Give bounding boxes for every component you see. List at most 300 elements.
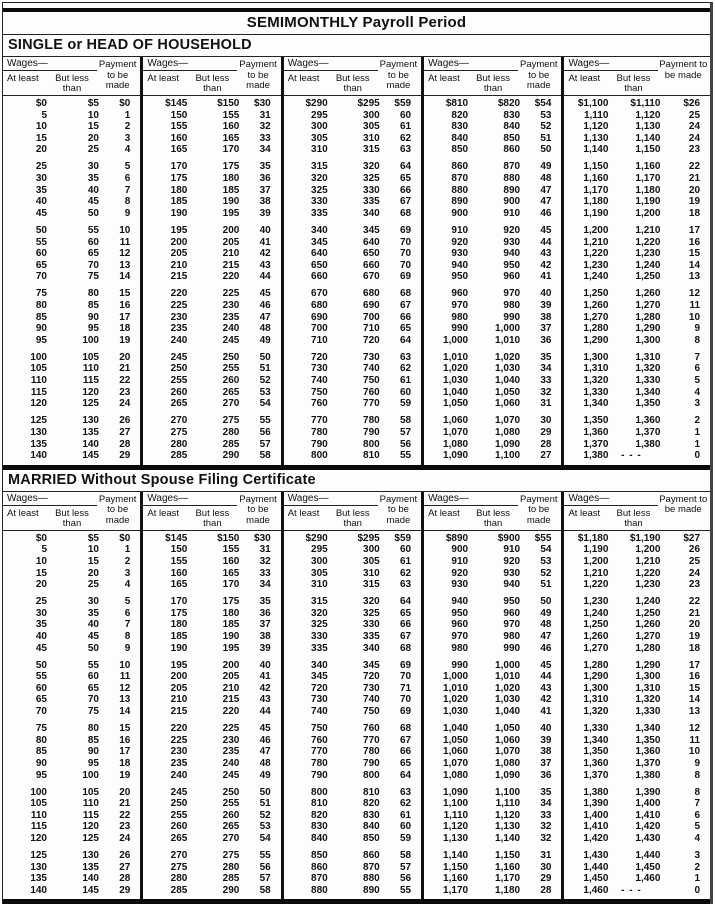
table-row bbox=[143, 196, 280, 208]
payment-cell: 64 bbox=[399, 596, 412, 608]
table-row bbox=[564, 271, 710, 283]
wage-sublabels bbox=[143, 506, 237, 529]
table-row bbox=[424, 556, 561, 568]
but-less-than-cell: 930 bbox=[503, 567, 521, 579]
payment-cell: 14 bbox=[688, 259, 701, 271]
table-row bbox=[3, 579, 140, 591]
but-less-than-cell: 255 bbox=[222, 363, 240, 375]
at-least-cell: 1,100 bbox=[443, 798, 469, 810]
at-least-cell: 700 bbox=[311, 323, 328, 335]
at-least-cell: 250 bbox=[170, 798, 188, 810]
table-row bbox=[424, 237, 561, 249]
but-less-than-cell: 1,010 bbox=[495, 671, 521, 683]
at-least-cell: 30 bbox=[35, 607, 47, 619]
table-row bbox=[284, 300, 421, 312]
at-least-header: At least bbox=[7, 507, 39, 519]
payment-cell: $54 bbox=[534, 98, 552, 109]
table-row bbox=[3, 237, 140, 249]
row-block bbox=[564, 850, 710, 896]
payment-cell: 45 bbox=[540, 659, 552, 671]
but-less-than-header: But less than bbox=[476, 73, 510, 94]
payment-cell: 47 bbox=[540, 630, 552, 642]
but-less-than-cell: 1,030 bbox=[495, 363, 521, 375]
at-least-cell: 1,320 bbox=[583, 706, 609, 718]
at-least-cell: 100 bbox=[30, 786, 47, 798]
payment-cell: 54 bbox=[259, 832, 271, 844]
table-row bbox=[143, 387, 280, 399]
at-least-cell: 860 bbox=[451, 161, 469, 173]
payment-cell: 67 bbox=[399, 630, 412, 642]
table-row bbox=[564, 850, 710, 862]
payment-cell: 40 bbox=[259, 224, 271, 236]
at-least-cell: 1,270 bbox=[583, 642, 609, 654]
payment-cell: 57 bbox=[259, 438, 271, 450]
payment-cell: 68 bbox=[399, 642, 412, 654]
at-least-cell: 345 bbox=[311, 671, 328, 683]
at-least-cell: 940 bbox=[451, 259, 469, 271]
at-least-cell: 280 bbox=[170, 873, 188, 885]
payment-cell: 32 bbox=[540, 821, 552, 833]
table-row bbox=[3, 196, 140, 208]
table-row bbox=[564, 248, 710, 260]
table-row bbox=[284, 723, 421, 735]
table-row bbox=[284, 415, 421, 427]
table-row bbox=[284, 398, 421, 410]
at-least-cell: 140 bbox=[30, 450, 47, 462]
payment-cell: $27 bbox=[683, 532, 701, 544]
payment-cell: 53 bbox=[540, 109, 552, 121]
payment-cell: 20 bbox=[688, 184, 701, 196]
but-less-than-cell: 970 bbox=[503, 619, 521, 631]
table-row bbox=[143, 660, 280, 672]
group-header bbox=[143, 492, 280, 531]
wages-header bbox=[3, 492, 97, 530]
table-row bbox=[424, 885, 561, 897]
at-least-cell: 1,460 bbox=[583, 884, 609, 896]
at-least-cell: 1,420 bbox=[583, 832, 609, 844]
at-least-cell: 95 bbox=[35, 334, 47, 346]
table-row bbox=[284, 196, 421, 208]
payment-cell: 62 bbox=[399, 363, 412, 375]
but-less-than-cell: 1,270 bbox=[635, 300, 661, 311]
at-least-cell: 1,120 bbox=[583, 121, 609, 133]
at-least-cell: 40 bbox=[35, 196, 47, 208]
at-least-cell: 1,070 bbox=[443, 426, 469, 438]
but-less-than-cell: $900 bbox=[497, 532, 521, 544]
payment-cell: 67 bbox=[399, 196, 412, 208]
table-row bbox=[424, 798, 561, 810]
but-less-than-cell: 940 bbox=[503, 248, 521, 260]
at-least-cell: 1,000 bbox=[443, 671, 469, 683]
but-less-than-cell: 1,130 bbox=[495, 821, 521, 833]
row-block bbox=[3, 596, 140, 654]
payment-cell: 9 bbox=[694, 323, 701, 335]
but-less-than-cell: 250 bbox=[222, 786, 240, 798]
but-less-than-cell: 1,360 bbox=[635, 746, 661, 758]
at-least-cell: 195 bbox=[170, 659, 188, 671]
table-row bbox=[3, 439, 140, 451]
at-least-cell: 1,260 bbox=[583, 630, 609, 642]
at-least-cell: 1,290 bbox=[583, 671, 609, 683]
row-block bbox=[143, 415, 280, 461]
table-row bbox=[3, 161, 140, 173]
payment-cell: 8 bbox=[124, 196, 131, 208]
payment-cell: 34 bbox=[540, 798, 552, 810]
but-less-than-cell: 120 bbox=[82, 821, 99, 833]
but-less-than-cell: 750 bbox=[363, 706, 380, 718]
at-least-cell: 1,370 bbox=[583, 438, 609, 450]
at-least-header: At least bbox=[287, 73, 320, 84]
column-group bbox=[284, 57, 424, 465]
table-row bbox=[143, 758, 280, 770]
row-block bbox=[424, 288, 561, 346]
payment-cell: 22 bbox=[688, 161, 701, 173]
wages-label: Wages— bbox=[3, 492, 97, 506]
at-least-cell: 1,190 bbox=[583, 207, 609, 219]
at-least-cell: 710 bbox=[311, 334, 328, 346]
but-less-than-cell: 910 bbox=[503, 544, 521, 556]
payment-cell: 70 bbox=[399, 259, 412, 271]
payment-cell: 42 bbox=[259, 682, 271, 694]
but-less-than-cell: 850 bbox=[363, 832, 380, 844]
but-less-than-cell: 1,320 bbox=[635, 363, 661, 375]
table-row bbox=[564, 746, 710, 758]
at-least-cell: 305 bbox=[311, 132, 328, 144]
but-less-than-cell: 1,190 bbox=[635, 196, 661, 208]
payment-cell: 50 bbox=[540, 144, 552, 156]
table-row bbox=[284, 387, 421, 399]
but-less-than-cell: 110 bbox=[82, 798, 99, 810]
payment-cell: 51 bbox=[259, 363, 271, 375]
but-less-than-cell: 155 bbox=[222, 544, 240, 556]
payment-cell: 13 bbox=[119, 694, 131, 706]
table-row bbox=[3, 533, 140, 545]
payment-cell: 46 bbox=[540, 642, 552, 654]
at-least-cell: 910 bbox=[451, 224, 469, 236]
payment-cell: 53 bbox=[540, 555, 552, 567]
at-least-cell: 65 bbox=[35, 694, 47, 706]
table-row bbox=[143, 694, 280, 706]
at-least-cell: 1,230 bbox=[583, 596, 609, 608]
column-group bbox=[3, 492, 143, 900]
table-row bbox=[284, 352, 421, 364]
table-row bbox=[143, 850, 280, 862]
at-least-cell: 920 bbox=[451, 567, 469, 579]
but-less-than-cell: 200 bbox=[222, 659, 240, 671]
at-least-cell: $145 bbox=[165, 532, 188, 544]
but-less-than-cell: 200 bbox=[222, 224, 240, 236]
row-block bbox=[424, 225, 561, 283]
payment-cell: 33 bbox=[540, 375, 552, 387]
but-less-than-cell: 95 bbox=[87, 323, 99, 335]
at-least-cell: 880 bbox=[311, 884, 328, 896]
table-row bbox=[284, 885, 421, 897]
payment-cell: 37 bbox=[540, 323, 552, 335]
at-least-cell: 1,250 bbox=[583, 619, 609, 631]
at-least-cell: 1,270 bbox=[583, 311, 609, 323]
at-least-cell: 760 bbox=[311, 398, 328, 410]
but-less-than-cell: 300 bbox=[363, 109, 380, 121]
at-least-cell: 1,280 bbox=[583, 323, 609, 335]
at-least-cell: 1,400 bbox=[583, 809, 609, 821]
payment-cell: 31 bbox=[540, 398, 552, 410]
table-row bbox=[424, 706, 561, 718]
table-row bbox=[143, 810, 280, 822]
table-row bbox=[143, 288, 280, 300]
group-header bbox=[424, 57, 561, 96]
payment-cell: $30 bbox=[254, 98, 271, 109]
but-less-than-cell: 35 bbox=[87, 607, 99, 619]
payment-cell: 36 bbox=[540, 334, 552, 346]
payment-cell: 70 bbox=[399, 236, 412, 248]
table-row bbox=[143, 619, 280, 631]
group-header bbox=[284, 57, 421, 96]
but-less-than-cell: 760 bbox=[363, 386, 380, 398]
payment-cell: 42 bbox=[259, 248, 271, 260]
table-row bbox=[424, 758, 561, 770]
at-least-cell: 20 bbox=[35, 579, 47, 591]
table-row bbox=[564, 660, 710, 672]
payment-cell: 58 bbox=[399, 850, 412, 862]
at-least-cell: 240 bbox=[170, 769, 188, 781]
payment-cell: 45 bbox=[540, 224, 552, 236]
payment-cell: 68 bbox=[399, 207, 412, 219]
but-less-than-cell: 65 bbox=[87, 248, 99, 260]
payment-cell: 60 bbox=[399, 544, 412, 556]
at-least-cell: 1,010 bbox=[443, 682, 469, 694]
but-less-than-cell: 760 bbox=[363, 723, 380, 735]
table-row bbox=[284, 439, 421, 451]
at-least-cell: 180 bbox=[170, 184, 188, 196]
at-least-cell: 210 bbox=[170, 259, 188, 271]
but-less-than-cell: 800 bbox=[363, 769, 380, 781]
payment-cell: 62 bbox=[399, 567, 412, 579]
but-less-than-cell: 780 bbox=[363, 746, 380, 758]
at-least-cell: 960 bbox=[451, 619, 469, 631]
row-block bbox=[564, 352, 710, 410]
wages-header bbox=[424, 492, 518, 530]
but-less-than-cell: 1,170 bbox=[495, 873, 521, 885]
payment-cell: 65 bbox=[399, 173, 412, 185]
table-row bbox=[424, 110, 561, 122]
but-less-than-cell: 1,090 bbox=[495, 769, 521, 781]
but-less-than-cell: 1,290 bbox=[635, 323, 661, 335]
at-least-cell: 1,410 bbox=[583, 821, 609, 833]
table-row bbox=[564, 798, 710, 810]
but-less-than-cell: 185 bbox=[222, 184, 240, 196]
payment-cell: 49 bbox=[540, 607, 552, 619]
payment-cell: 13 bbox=[688, 271, 701, 283]
payroll-period-table-page bbox=[2, 2, 713, 904]
at-least-cell: 970 bbox=[451, 300, 469, 311]
payment-cell: 6 bbox=[124, 173, 131, 185]
at-least-cell: 45 bbox=[35, 642, 47, 654]
section-header-married: MARRIED Without Spouse Filing Certificate bbox=[3, 470, 710, 492]
table-row bbox=[284, 248, 421, 260]
table-row bbox=[284, 643, 421, 655]
table-row bbox=[3, 427, 140, 439]
at-least-header: At least bbox=[568, 73, 601, 84]
table-row bbox=[284, 110, 421, 122]
but-less-than-cell: 175 bbox=[222, 596, 240, 608]
but-less-than-cell: 1,310 bbox=[635, 351, 661, 363]
but-less-than-cell: 1,100 bbox=[495, 450, 521, 462]
at-least-cell: 320 bbox=[311, 173, 328, 185]
but-less-than-cell: 940 bbox=[503, 579, 521, 591]
payment-header: Payment to be made bbox=[520, 493, 558, 526]
row-block bbox=[284, 98, 421, 156]
at-least-cell: 205 bbox=[170, 682, 188, 694]
but-less-than-cell: 1,060 bbox=[495, 734, 521, 746]
at-least-cell: 25 bbox=[35, 596, 47, 608]
at-least-cell: 1,150 bbox=[443, 861, 469, 873]
payment-header: Payment to be made bbox=[659, 493, 708, 516]
at-least-cell: 275 bbox=[170, 426, 188, 438]
payment-cell: 36 bbox=[259, 173, 271, 185]
payment-cell: 45 bbox=[259, 723, 271, 735]
but-less-than-cell: $150 bbox=[217, 532, 240, 544]
at-least-cell: 1,130 bbox=[443, 832, 469, 844]
but-less-than-cell: 1,340 bbox=[635, 723, 661, 735]
but-less-than-cell: 690 bbox=[363, 300, 380, 311]
table-row bbox=[284, 660, 421, 672]
table-row bbox=[284, 596, 421, 608]
row-block bbox=[3, 288, 140, 346]
at-least-cell: 105 bbox=[30, 363, 47, 375]
but-less-than-cell: 720 bbox=[363, 671, 380, 683]
but-less-than-cell: 205 bbox=[222, 236, 240, 248]
table-row bbox=[284, 133, 421, 145]
payment-cell: 65 bbox=[399, 323, 412, 335]
at-least-cell: 1,200 bbox=[583, 555, 609, 567]
payment-cell: 53 bbox=[259, 386, 271, 398]
at-least-cell: 135 bbox=[30, 438, 47, 450]
table-row bbox=[424, 619, 561, 631]
payment-cell: 6 bbox=[694, 809, 701, 821]
but-less-than-cell: 1,080 bbox=[495, 426, 521, 438]
at-least-cell: 1,380 bbox=[583, 786, 609, 798]
at-least-cell: 1,300 bbox=[583, 682, 609, 694]
payment-cell: 45 bbox=[259, 288, 271, 300]
row-block bbox=[424, 596, 561, 654]
but-less-than-cell: 1,440 bbox=[635, 850, 661, 862]
payment-cell: 27 bbox=[540, 450, 552, 462]
payment-cell: 35 bbox=[259, 161, 271, 173]
but-less-than-cell: 310 bbox=[363, 132, 380, 144]
table-row bbox=[424, 144, 561, 156]
at-least-cell: 270 bbox=[170, 850, 188, 862]
table-row bbox=[143, 225, 280, 237]
table-row bbox=[284, 237, 421, 249]
but-less-than-cell: 1,070 bbox=[495, 415, 521, 427]
row-block bbox=[143, 787, 280, 845]
payment-cell: $0 bbox=[119, 532, 131, 544]
at-least-cell: 115 bbox=[30, 386, 47, 398]
table-row bbox=[564, 810, 710, 822]
table-row bbox=[284, 260, 421, 272]
but-less-than-cell: 1,230 bbox=[635, 579, 661, 591]
table-row bbox=[424, 398, 561, 410]
payment-cell: 21 bbox=[688, 607, 701, 619]
table-row bbox=[143, 450, 280, 462]
payment-cell: 31 bbox=[259, 109, 271, 121]
payment-cell: 46 bbox=[259, 734, 271, 746]
payment-cell: 19 bbox=[688, 196, 701, 208]
table-row bbox=[143, 770, 280, 782]
but-less-than-cell: 325 bbox=[363, 173, 380, 185]
wages-label: Wages— bbox=[284, 492, 378, 506]
at-least-cell: 1,110 bbox=[443, 809, 469, 821]
row-block bbox=[284, 533, 421, 591]
payment-cell: 29 bbox=[540, 426, 552, 438]
payment-cell: $26 bbox=[683, 98, 701, 109]
at-least-cell: 320 bbox=[311, 607, 328, 619]
but-less-than-cell: $150 bbox=[217, 98, 240, 109]
at-least-cell: 35 bbox=[35, 184, 47, 196]
at-least-cell: 1,330 bbox=[583, 723, 609, 735]
but-less-than-cell: 710 bbox=[363, 323, 380, 335]
payment-cell: 6 bbox=[694, 363, 701, 375]
at-least-cell: 770 bbox=[311, 415, 328, 427]
payment-cell: 60 bbox=[399, 109, 412, 121]
payment-cell: 57 bbox=[259, 873, 271, 885]
table-row bbox=[564, 544, 710, 556]
but-less-than-cell: 1,050 bbox=[495, 723, 521, 735]
at-least-cell: 780 bbox=[311, 757, 328, 769]
but-less-than-cell: 1,460 bbox=[635, 873, 661, 885]
at-least-cell: 750 bbox=[311, 723, 328, 735]
but-less-than-cell: 55 bbox=[87, 659, 99, 671]
but-less-than-cell: 175 bbox=[222, 161, 240, 173]
row-block bbox=[3, 533, 140, 591]
table-row bbox=[424, 596, 561, 608]
at-least-cell: 740 bbox=[311, 706, 328, 718]
table-row bbox=[143, 643, 280, 655]
payment-cell: 14 bbox=[688, 694, 701, 706]
at-least-cell: 840 bbox=[311, 832, 328, 844]
payment-cell: 34 bbox=[259, 579, 271, 591]
payment-cell: 54 bbox=[259, 398, 271, 410]
payment-cell: 29 bbox=[119, 884, 131, 896]
payment-cell: 30 bbox=[540, 861, 552, 873]
at-least-cell: 50 bbox=[35, 659, 47, 671]
but-less-than-cell: 285 bbox=[222, 438, 240, 450]
payment-cell: 32 bbox=[259, 121, 271, 133]
at-least-cell: 1,020 bbox=[443, 694, 469, 706]
but-less-than-cell: 1,040 bbox=[495, 375, 521, 387]
group-header bbox=[3, 57, 140, 96]
table-row bbox=[424, 335, 561, 347]
table-row bbox=[3, 568, 140, 580]
payment-cell: 20 bbox=[688, 619, 701, 631]
but-less-than-cell: 275 bbox=[222, 415, 240, 427]
but-less-than-cell: 880 bbox=[363, 873, 380, 885]
payment-cell: 49 bbox=[259, 769, 271, 781]
table-row bbox=[284, 619, 421, 631]
at-least-cell: 150 bbox=[170, 544, 188, 556]
payment-cell: 69 bbox=[399, 706, 412, 718]
but-less-than-cell: 80 bbox=[87, 288, 99, 300]
table-row bbox=[424, 810, 561, 822]
row-block bbox=[564, 787, 710, 845]
at-least-cell: 275 bbox=[170, 861, 188, 873]
payment-cell: 31 bbox=[259, 544, 271, 556]
table-row bbox=[424, 415, 561, 427]
at-least-header: At least bbox=[7, 73, 39, 84]
payment-cell: 19 bbox=[688, 630, 701, 642]
but-less-than-cell: 950 bbox=[503, 596, 521, 608]
payment-cell: 43 bbox=[540, 248, 552, 260]
